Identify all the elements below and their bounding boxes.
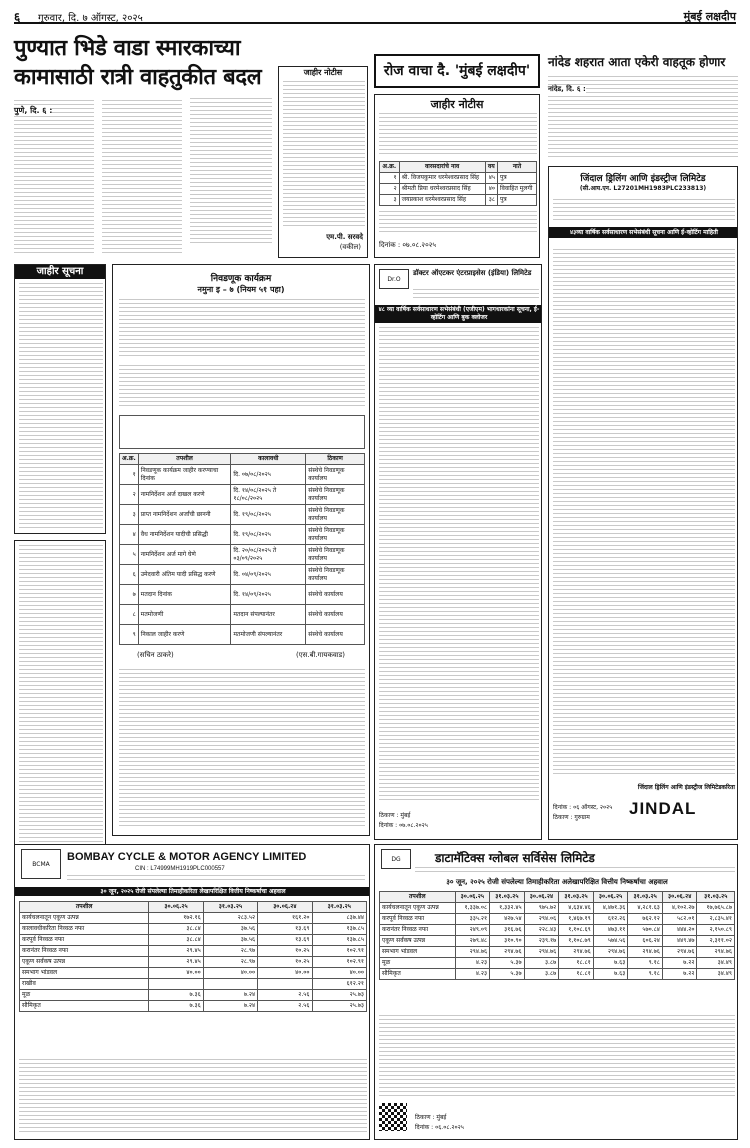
table-cell: दि. १४/०८/२०२५ ते १८/०८/२०२५: [231, 485, 306, 505]
datamatics-result-title: ३० जून, २०२५ रोजी संपलेल्या तिमाहीकरिता अलेखापरिक्षित वित्तीय निष्कर्षाचा अहवाल: [446, 878, 668, 886]
table-cell: [258, 979, 312, 990]
table-cell: ४४४.२०: [662, 925, 697, 936]
table-cell: २,१५०.८९: [697, 925, 735, 936]
table-row: [20, 935, 367, 946]
table-header: ३०.०६.२५: [593, 892, 628, 903]
page-number: ६: [14, 10, 21, 24]
table-cell: ८३७.४४: [312, 913, 366, 924]
table-cell: २९४.७६: [559, 947, 594, 958]
table-cell: ६१२.२१: [312, 979, 366, 990]
banner-box: [374, 54, 540, 88]
table-cell: ३८.८४: [149, 924, 203, 935]
table-cell: ३८.८४: [149, 935, 203, 946]
table-cell: ४,१०२.२७: [662, 903, 697, 914]
table-cell: १,१०८.७९: [559, 936, 594, 947]
table-row: [120, 565, 365, 585]
table-cell: १०.२५: [258, 957, 312, 968]
table-cell: ५८२.०१: [662, 914, 697, 925]
jahir-notice-right-title: जाहीर नोटीस: [430, 98, 484, 111]
election-heading: निवडणूक कार्यक्रम: [210, 274, 272, 284]
oetker-notice: [374, 264, 542, 840]
lead-dateline: पुणे, दि. ६ :: [14, 106, 53, 115]
table-cell: ७.६३: [593, 969, 628, 980]
table-cell: २८.९७: [203, 957, 257, 968]
table-row: ३ जयप्रकाश धरमेश्वरप्रसाद सिंह ३८ पुत्र: [380, 195, 537, 206]
jindal-logo: JINDAL: [629, 799, 697, 818]
table-row: [20, 979, 367, 990]
table-cell: २९४.७६: [524, 947, 559, 958]
table-cell: १३७.८५: [312, 935, 366, 946]
table-cell: संस्थेचे निवडणूक कार्यालय: [306, 485, 365, 505]
table-cell: ३.८७: [524, 958, 559, 969]
table-row: [380, 969, 735, 980]
table-cell: करपूर्व निव्वळ नफा: [20, 935, 149, 946]
table-cell: २९.४५: [149, 946, 203, 957]
table-cell: ८: [120, 605, 139, 625]
table-cell: ३१०.९०: [490, 936, 525, 947]
jindal-sign: जिंदाल ड्रिलिंग आणि इंडस्ट्रीज लिमिटेडकरिता: [637, 784, 735, 791]
table-cell: ३: [120, 505, 139, 525]
table-cell: मूळ: [20, 990, 149, 1001]
oetker-logo: Dr.O: [379, 269, 409, 289]
table-cell: २९४.०६: [524, 914, 559, 925]
table-row: १ श्री. विजयकुमार धरमेश्वरप्रसाद सिंह ४५ पुत्र: [380, 173, 537, 184]
table-cell: २९४.७६: [697, 947, 735, 958]
table-cell: ४,६३४.४६: [559, 903, 594, 914]
table-cell: २९४.७६: [593, 947, 628, 958]
table-cell: १८.८१: [559, 969, 594, 980]
table-cell: २.५६: [258, 1001, 312, 1012]
table-cell: २७९.४८: [455, 936, 490, 947]
table-header: ३१.०३.२५: [312, 902, 366, 913]
table-row: २ श्रीमती प्रिया धरमेश्वरप्रसाद सिंह ४० विवाहित मुलगी: [380, 184, 537, 195]
table-cell: ४.२३: [455, 958, 490, 969]
table-cell: २,३११.०२: [697, 936, 735, 947]
table-cell: १३७.८५: [312, 924, 366, 935]
table-cell: ३४.४९: [697, 958, 735, 969]
jahir-notice-right-date: दिनांक : ०७.०८.२०२५: [379, 241, 436, 249]
table-cell: ९७५.७२: [524, 903, 559, 914]
table-row: [20, 957, 367, 968]
table-cell: राखीव: [20, 979, 149, 990]
lead-story: [14, 34, 272, 258]
jindal-notice-title: ४३व्या वार्षिक सर्वसाधारण सभेसंबंधी सूचना आणि ई-व्होटिंग माहिती: [549, 227, 738, 238]
table-cell: ७.२४: [203, 990, 257, 1001]
table-cell: १,३३२.४५: [490, 903, 525, 914]
election-sub: नमुना इ – ७ (नियम ५१ पहा): [197, 285, 285, 294]
jindal-date: दिनांक : ०६ ऑगस्ट, २०२५: [553, 804, 613, 811]
table-cell: १७२.१६: [149, 913, 203, 924]
table-header: ३०.०६.२४: [258, 902, 312, 913]
election-col: अ.क्र.: [120, 454, 139, 465]
table-cell: १०२.९१: [312, 957, 366, 968]
table-cell: दि. ०७/०८/२०२५: [231, 465, 306, 485]
bombay-cycle-table: [19, 901, 367, 1012]
table-cell: २५.७३: [312, 1001, 366, 1012]
table-cell: ७६२.१२: [628, 914, 663, 925]
qr-code: [379, 1103, 407, 1131]
table-row: [380, 947, 735, 958]
table-cell: मतमोजणी: [138, 605, 231, 625]
lead-column-1: [14, 98, 94, 256]
table-cell: २: [120, 485, 139, 505]
table-cell: समभाग भांडवल: [20, 968, 149, 979]
lead-column-3: [190, 98, 272, 246]
oetker-date: दिनांक : ०७.०८.२०२५: [379, 822, 428, 829]
table-row: [120, 505, 365, 525]
jahir-suchana-title: जाहीर सूचना: [15, 265, 105, 279]
table-cell: संस्थेचे निवडणूक कार्यालय: [306, 525, 365, 545]
election-notice: [112, 264, 370, 836]
table-cell: २,८३५.४१: [697, 914, 735, 925]
table-cell: ३७.५६: [203, 935, 257, 946]
table-header: ३१.०३.२५: [559, 892, 594, 903]
table-header: ३०.०६.२४: [524, 892, 559, 903]
table-cell: ७.२४: [203, 1001, 257, 1012]
table-cell: ५७४.५६: [593, 936, 628, 947]
table-cell: संस्थेचे निवडणूक कार्यालय: [306, 545, 365, 565]
table-cell: २९४.७६: [490, 947, 525, 958]
bombay-cycle-result-title: ३० जून, २०२५ रोजी संपलेल्या तिमाहीकरिता लेखापरिक्षित वित्तीय निष्कर्षाचा अहवाल: [15, 887, 370, 896]
jahir-notice-top: [278, 66, 368, 258]
table-cell: संस्थेचे निवडणूक कार्यालय: [306, 465, 365, 485]
table-cell: दि. १९/०८/२०२५: [231, 505, 306, 525]
table-cell: ३७.५६: [203, 924, 257, 935]
jahir-notice-top-title: जाहीर नोटीस: [303, 68, 343, 77]
jahir-suchana: [14, 264, 106, 534]
datamatics-notice: [374, 844, 738, 1140]
table-cell: कार्यचलनातून एकूण उत्पन्न: [20, 913, 149, 924]
table-cell: संस्थेचे निवडणूक कार्यालय: [306, 565, 365, 585]
heirs-table: [379, 161, 537, 206]
datamatics-logo: DG: [381, 849, 411, 869]
table-row: [380, 936, 735, 947]
table-cell: १,४६७.१९: [559, 914, 594, 925]
table-cell: सौमिकृत: [380, 969, 456, 980]
election-col: कालावधी: [231, 454, 306, 465]
table-row: [20, 1001, 367, 1012]
datamatics-place: ठिकाण : मुंबई: [415, 1114, 447, 1121]
table-cell: १८.८१: [559, 958, 594, 969]
table-cell: ६१२.२६: [593, 914, 628, 925]
table-cell: करपूर्व निव्वळ नफा: [380, 914, 456, 925]
table-cell: ७.३६: [149, 1001, 203, 1012]
jindal-subtitle: (सी.आय.एन. L27201MH1983PLC233813): [579, 185, 707, 192]
oetker-notice-title: ४८ व्या वार्षिक सर्वसाधारण सभेसंबंधी (एजीएम) भागधारकांना सूचना, ई-व्होटिंग आणि बुक क्लोजर: [375, 305, 542, 323]
table-cell: ७: [120, 585, 139, 605]
table-cell: [203, 979, 257, 990]
table-row: [380, 958, 735, 969]
election-col: ठिकाण: [306, 454, 365, 465]
jahir-notice-top-role: (वकील): [339, 243, 361, 251]
table-cell: १३.६९: [258, 924, 312, 935]
table-cell: ९: [120, 625, 139, 645]
table-cell: २४९.०९: [455, 925, 490, 936]
table-cell: [149, 979, 203, 990]
table-cell: मतदान दिनांक: [138, 585, 231, 605]
table-row: [120, 625, 365, 645]
datamatics-date: दिनांक : ०६.०८.२०२५: [415, 1124, 464, 1131]
table-cell: ९.१८: [628, 969, 663, 980]
table-cell: ३.८७: [524, 969, 559, 980]
table-cell: निवडणूक कार्यक्रम जाहीर करण्याचा दिनांक: [138, 465, 231, 485]
table-header: ३१.०३.२५: [628, 892, 663, 903]
lead-headline: पुण्यात भिडे वाडा स्मारकाच्या कामासाठी रात्री वाहतुकीत बदल: [14, 36, 262, 90]
table-cell: नामनिर्देशन अर्ज मागे घेणे: [138, 545, 231, 565]
table-cell: ४०.००: [258, 968, 312, 979]
table-row: [380, 914, 735, 925]
table-cell: मूळ: [380, 958, 456, 969]
table-header: ३१.०३.२५: [203, 902, 257, 913]
table-row: [20, 924, 367, 935]
table-cell: ९.१८: [628, 958, 663, 969]
table-cell: उमेदवारी अंतिम यादी प्रसिद्ध करणे: [138, 565, 231, 585]
table-header: ३०.०६.२४: [662, 892, 697, 903]
table-cell: २९.४५: [149, 957, 203, 968]
table-header: ३०.०६.२५: [455, 892, 490, 903]
table-cell: २८३.५२: [203, 913, 257, 924]
table-header: तपशील: [380, 892, 456, 903]
table-cell: निकाल जाहीर करणे: [138, 625, 231, 645]
oetker-title: डॉक्टर ऑएटकर एंटरप्राइसेस (इंडिया) लिमिटेड: [413, 269, 532, 277]
table-cell: २२८.४३: [524, 925, 559, 936]
table-cell: कालावधीकरिता निव्वळ नफा: [20, 924, 149, 935]
table-row: [380, 925, 735, 936]
heirs-col: वय: [485, 162, 497, 173]
table-row: [20, 968, 367, 979]
table-cell: सौमिकृत: [20, 1001, 149, 1012]
table-cell: ५७०.८४: [628, 925, 663, 936]
table-cell: ३४.४९: [697, 969, 735, 980]
table-cell: ४,४७१.३६: [593, 903, 628, 914]
heirs-col: वारसदारांचे नाव: [399, 162, 485, 173]
jahir-notice-top-sign: एम.पी. सरवदे: [326, 233, 363, 241]
masthead: [14, 8, 736, 24]
jahir-notice-right: [374, 94, 540, 258]
election-sign-right: (एस.बी.गायकवाड): [296, 651, 345, 659]
table-row: [120, 605, 365, 625]
table-cell: दि. २०/०८/२०२५ ते ०३/०९/२०२५: [231, 545, 306, 565]
oetker-place: ठिकाण : मुंबई: [379, 812, 411, 819]
table-cell: एकूण सर्वंकष उत्पन्न: [380, 936, 456, 947]
table-header: ३१.०३.२५: [697, 892, 735, 903]
nanded-story: [548, 54, 738, 160]
brand-name: मुंबई लक्षदीप: [683, 10, 736, 23]
table-row: [120, 465, 365, 485]
table-row: [20, 946, 367, 957]
table-cell: दि. १९/०८/२०२५: [231, 525, 306, 545]
election-col: तपशील: [138, 454, 231, 465]
table-cell: ५: [120, 545, 139, 565]
table-cell: ७.२२: [662, 969, 697, 980]
election-sign-left: (सचिन ठाकरे): [137, 651, 174, 659]
lead-column-2: [102, 98, 182, 256]
table-cell: समभाग भांडवल: [380, 947, 456, 958]
jindal-title: जिंदाल ड्रिलिंग आणि इंडस्ट्रीज लिमिटेड: [580, 174, 706, 184]
table-cell: ७.३६: [149, 990, 203, 1001]
table-header: ३०.०६.२५: [149, 902, 203, 913]
table-row: [380, 903, 735, 914]
nanded-dateline: नांदेड, दि. ६ :: [548, 85, 586, 93]
table-cell: ५.३७: [490, 969, 525, 980]
table-cell: १०.२५: [258, 946, 312, 957]
table-cell: ४,२८१.६३: [628, 903, 663, 914]
date-line: गुरुवार, दि. ७ ऑगस्ट, २०२५: [38, 13, 143, 24]
bombay-cycle-title: BOMBAY CYCLE & MOTOR AGENCY LIMITED: [67, 851, 307, 863]
table-cell: १७,७६५.८७: [697, 903, 735, 914]
jindal-notice: [548, 166, 738, 840]
jindal-place: ठिकाण : गुरुग्राम: [553, 814, 590, 821]
table-cell: कार्यचलनातून एकूण उत्पन्न: [380, 903, 456, 914]
bombay-cycle-notice: [14, 844, 370, 1140]
table-cell: ६०६.२४: [628, 936, 663, 947]
table-cell: १,३३७.०८: [455, 903, 490, 914]
table-row: [120, 585, 365, 605]
table-cell: करानंतर निव्वळ नफा: [20, 946, 149, 957]
table-cell: वैध नामनिर्देशन यादीची प्रसिद्धी: [138, 525, 231, 545]
table-cell: ७.२२: [662, 958, 697, 969]
table-row: [120, 485, 365, 505]
table-cell: प्राप्त नामनिर्देशन अर्जांची छाननी: [138, 505, 231, 525]
table-cell: ३३५.२१: [455, 914, 490, 925]
table-row: [120, 525, 365, 545]
heirs-col: नाते: [497, 162, 536, 173]
table-cell: नामनिर्देशन अर्ज दाखल करणे: [138, 485, 231, 505]
election-table: [119, 453, 365, 645]
table-cell: ७.६३: [593, 958, 628, 969]
jahir-notice-left-2: [14, 540, 106, 880]
table-cell: दि. १४/०९/२०२५: [231, 585, 306, 605]
table-cell: ४७३.११: [593, 925, 628, 936]
table-cell: ३१६.७६: [490, 925, 525, 936]
datamatics-table: [379, 891, 735, 980]
table-row: [20, 913, 367, 924]
table-cell: संस्थेचे कार्यालय: [306, 605, 365, 625]
table-cell: ४०.००: [149, 968, 203, 979]
table-cell: ४०.००: [203, 968, 257, 979]
table-cell: २५.७३: [312, 990, 366, 1001]
table-cell: संस्थेचे कार्यालय: [306, 625, 365, 645]
table-cell: एकूण सर्वंकष उत्पन्न: [20, 957, 149, 968]
table-header: ३१.०३.२५: [490, 892, 525, 903]
table-cell: ५.३७: [490, 958, 525, 969]
table-cell: २९४.७६: [628, 947, 663, 958]
table-cell: २३९.१७: [524, 936, 559, 947]
table-cell: २.५६: [258, 990, 312, 1001]
table-row: [20, 990, 367, 1001]
table-cell: मतदान संपल्यानंतर: [231, 605, 306, 625]
nanded-headline: नांदेड शहरात आता एकेरी वाहतूक होणार: [548, 55, 726, 69]
table-cell: १०२.९१: [312, 946, 366, 957]
banner-text: रोज वाचा दै. 'मुंबई लक्षदीप': [383, 63, 531, 79]
table-header: तपशील: [20, 902, 149, 913]
heirs-col: अ.क्र.: [380, 162, 400, 173]
table-cell: दि. ०४/०९/२०२५: [231, 565, 306, 585]
table-cell: २८.९७: [203, 946, 257, 957]
table-cell: २९४.७६: [662, 947, 697, 958]
table-row: [120, 545, 365, 565]
table-cell: मतमोजणी संपल्यानंतर: [231, 625, 306, 645]
table-cell: १३.६९: [258, 935, 312, 946]
table-cell: १,१०८.६९: [559, 925, 594, 936]
datamatics-title: डाटामॅटिक्स ग्लोबल सर्विसेस लिमिटेड: [435, 851, 595, 865]
table-cell: ४४९.४७: [662, 936, 697, 947]
table-cell: ४.२३: [455, 969, 490, 980]
table-cell: १६१.२०: [258, 913, 312, 924]
table-cell: २९४.७६: [455, 947, 490, 958]
table-cell: ६: [120, 565, 139, 585]
table-cell: ४०.००: [312, 968, 366, 979]
table-cell: संस्थेचे निवडणूक कार्यालय: [306, 505, 365, 525]
table-cell: करानंतर निव्वळ नफा: [380, 925, 456, 936]
bombay-cycle-cin: CIN : L74999MH1919PLC000557: [135, 866, 225, 872]
table-cell: ४: [120, 525, 139, 545]
table-cell: ४२७.५४: [490, 914, 525, 925]
bombay-cycle-logo: BCMA: [21, 849, 61, 879]
table-cell: संस्थेचे कार्यालय: [306, 585, 365, 605]
table-cell: १: [120, 465, 139, 485]
